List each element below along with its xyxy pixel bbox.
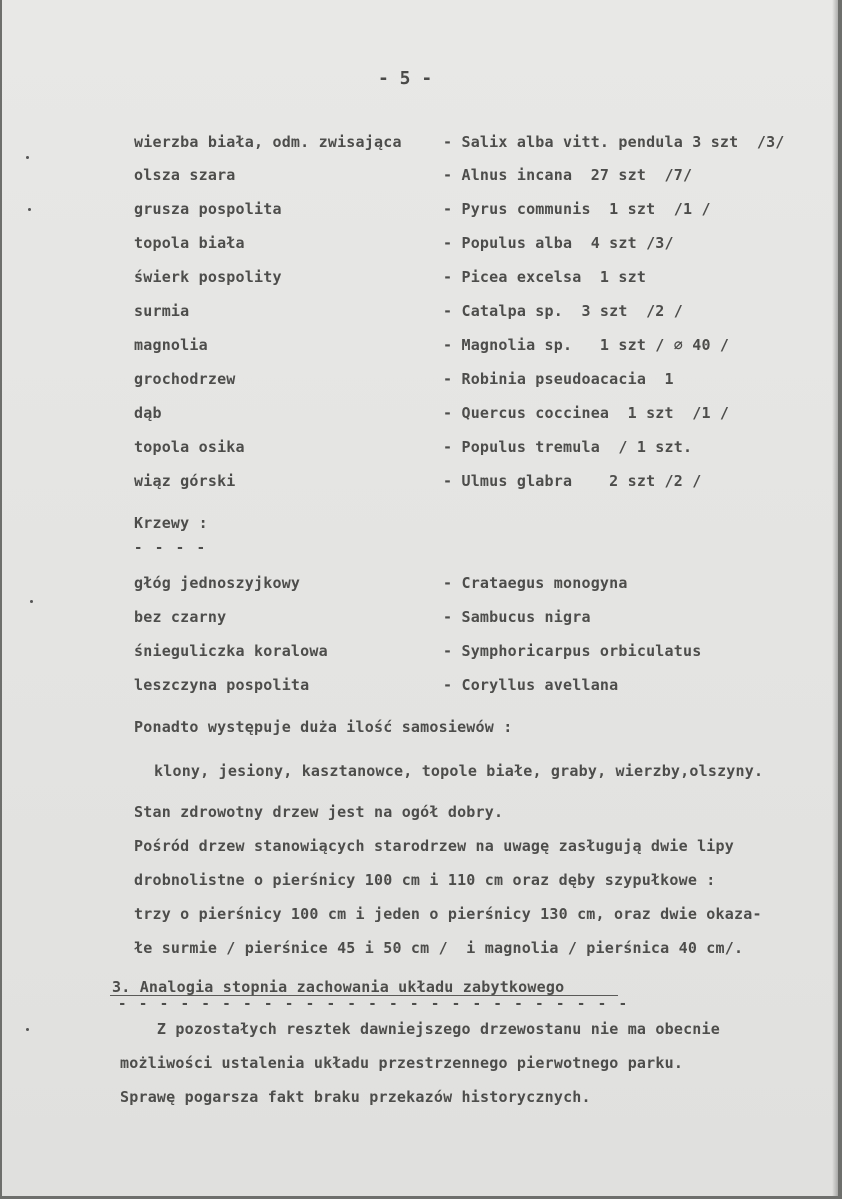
page-number: - 5 - <box>378 68 433 89</box>
health-paragraph-line: Pośród drzew stanowiących starodrzew na uwagę zasługują dwie lipy <box>134 837 734 855</box>
shrub-latin-name: - Crataegus monogyna <box>443 574 628 592</box>
tree-polish-name: grusza pospolita <box>134 200 282 218</box>
section-3-dash-rule: - - - - - - - - - - - - - - - - - - - - - - - - - <box>118 996 630 1012</box>
health-paragraph-line: trzy o pierśnicy 100 cm i jeden o pierśnicy 130 cm, oraz dwie okaza- <box>134 905 762 923</box>
punch-mark <box>26 1028 29 1031</box>
tree-latin-name: - Salix alba vitt. pendula 3 szt /3/ <box>443 133 785 151</box>
tree-latin-name: - Robinia pseudoacacia 1 <box>443 370 674 388</box>
shrub-polish-name: głóg jednoszyjkowy <box>134 574 301 592</box>
tree-latin-name: - Catalpa sp. 3 szt /2 / <box>443 302 683 320</box>
tree-polish-name: grochodrzew <box>134 370 236 388</box>
shrubs-heading: Krzewy : <box>134 514 208 532</box>
health-paragraph-line: drobnolistne o pierśnicy 100 cm i 110 cm oraz dęby szypułkowe : <box>134 871 716 889</box>
tree-latin-name: - Pyrus communis 1 szt /1 / <box>443 200 711 218</box>
shrub-latin-name: - Symphoricarpus orbiculatus <box>443 642 702 660</box>
health-paragraph-line: Stan zdrowotny drzew jest na ogół dobry. <box>134 803 504 821</box>
tree-latin-name: - Populus alba 4 szt /3/ <box>443 234 674 252</box>
tree-polish-name: wiąz górski <box>134 472 236 490</box>
health-paragraph-line: łe surmie / pierśnice 45 i 50 cm / i magnolia / pierśnica 40 cm/. <box>134 939 744 957</box>
section-3-paragraph-line: możliwości ustalenia układu przestrzennego pierwotnego parku. <box>120 1054 684 1072</box>
document-page <box>2 0 838 1196</box>
seedlings-list: klony, jesiony, kasztanowce, topole białe, graby, wierzby,olszyny. <box>154 762 764 780</box>
tree-polish-name: topola biała <box>134 234 245 252</box>
tree-polish-name: świerk pospolity <box>134 268 282 286</box>
tree-latin-name: - Ulmus glabra 2 szt /2 / <box>443 472 702 490</box>
punch-mark <box>30 600 33 603</box>
punch-mark <box>26 156 29 159</box>
tree-polish-name: magnolia <box>134 336 208 354</box>
shrub-latin-name: - Coryllus avellana <box>443 676 619 694</box>
tree-latin-name: - Magnolia sp. 1 szt / ∅ 40 / <box>443 336 730 354</box>
tree-latin-name: - Quercus coccinea 1 szt /1 / <box>443 404 730 422</box>
tree-latin-name: - Populus tremula / 1 szt. <box>443 438 693 456</box>
shrubs-heading-rule: - - - - <box>134 540 208 556</box>
section-3-paragraph-line: Sprawę pogarsza fakt braku przekazów historycznych. <box>120 1088 591 1106</box>
tree-polish-name: dąb <box>134 404 162 422</box>
shrub-polish-name: śnieguliczka koralowa <box>134 642 328 660</box>
shrub-polish-name: leszczyna pospolita <box>134 676 310 694</box>
seedlings-intro: Ponadto występuje duża ilość samosiewów : <box>134 718 513 736</box>
tree-latin-name: - Picea excelsa 1 szt <box>443 268 647 286</box>
section-3-paragraph-line: Z pozostałych resztek dawniejszego drzewostanu nie ma obecnie <box>120 1020 720 1038</box>
tree-polish-name: wierzba biała, odm. zwisająca <box>134 133 402 151</box>
tree-latin-name: - Alnus incana 27 szt /7/ <box>443 166 693 184</box>
shrub-latin-name: - Sambucus nigra <box>443 608 591 626</box>
tree-polish-name: olsza szara <box>134 166 236 184</box>
shrub-polish-name: bez czarny <box>134 608 227 626</box>
tree-polish-name: surmia <box>134 302 190 320</box>
punch-mark <box>28 208 31 211</box>
tree-polish-name: topola osika <box>134 438 245 456</box>
section-3-heading: 3. Analogia stopnia zachowania układu zabytkowego <box>112 978 565 996</box>
